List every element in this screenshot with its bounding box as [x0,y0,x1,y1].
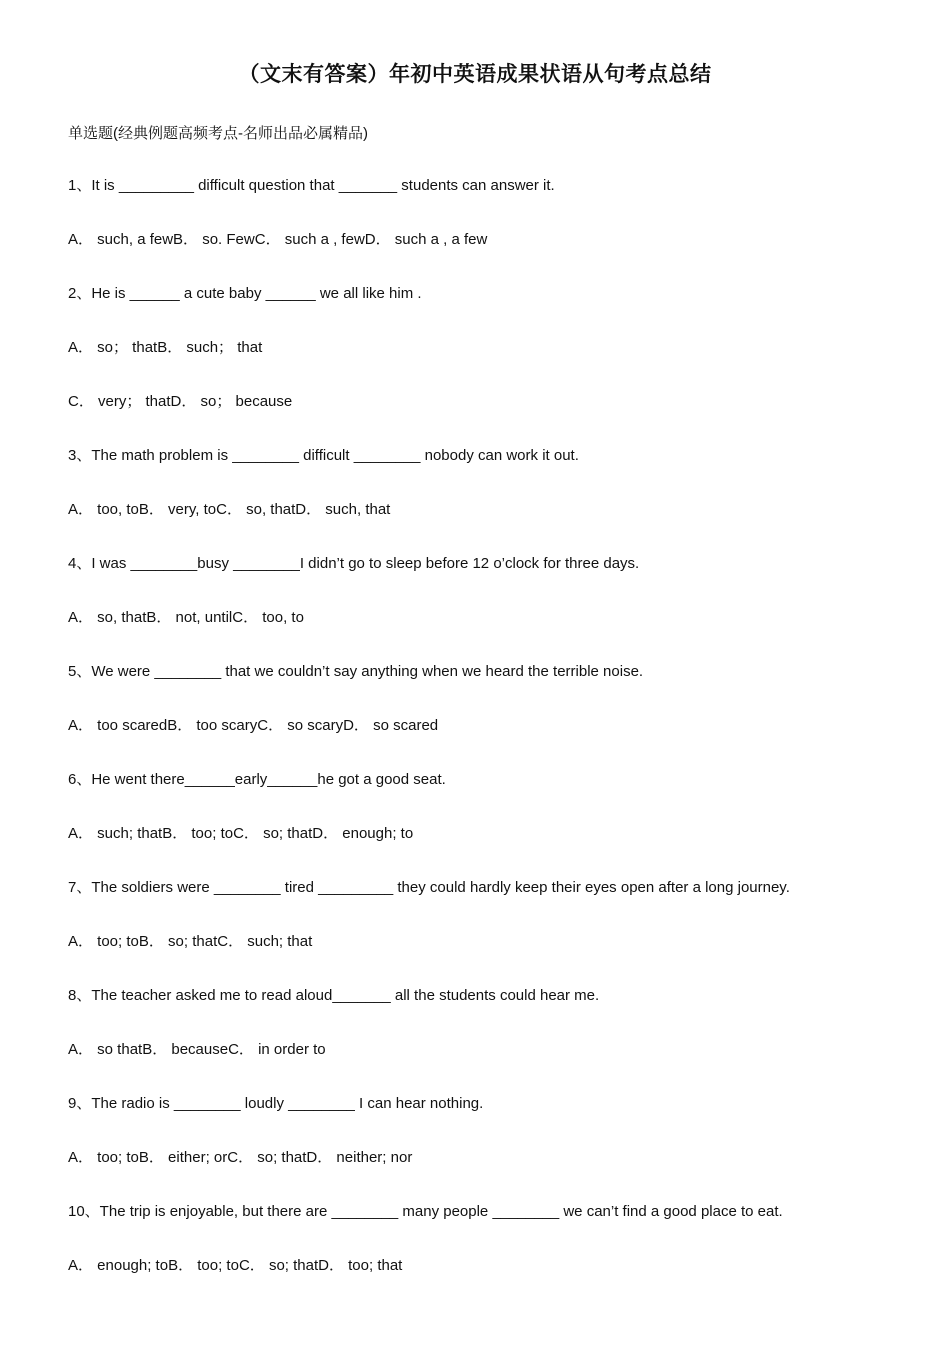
answer-options: A． such; thatB． too; toC． so; thatD． enough; to [68,825,414,842]
answer-options: A． enough; toB． too; toC． so; thatD． too; that [68,1257,403,1274]
question-text: 6、He went there______early______he got a good seat. [68,771,446,788]
question-text: 2、He is ______ a cute baby ______ we all like him . [68,285,422,302]
question-list [68,175,928,1309]
answer-options: A． so thatB． becauseC． in order to [68,1041,326,1058]
answer-options: A． too; toB． either; orC． so; thatD． neither; nor [68,1149,413,1166]
question-text: 5、We were ________ that we couldn’t say anything when we heard the terrible noise. [68,663,644,680]
answer-options: A． so； thatB． such； that [68,339,263,356]
question-text: 8、The teacher asked me to read aloud_______ all the students could hear me. [68,987,600,1004]
question-text: 7、The soldiers were ________ tired _________ they could hardly keep their eyes open after a long journey. [68,879,790,896]
answer-options: A． too, toB． very, toC． so, thatD． such, that [68,501,391,518]
question-text: 1、It is _________ difficult question that _______ students can answer it. [68,177,555,194]
answer-options: C． very； thatD． so； because [68,393,293,410]
answer-options: A． such, a fewB． so. FewC． such a , fewD． such a , a few [68,231,488,248]
question-text: 10、The trip is enjoyable, but there are ________ many people ________ we can’t find a good place to eat. [68,1203,783,1220]
answer-options: A． so, thatB． not, untilC． too, to [68,609,304,626]
section-heading: 单选题(经典例题高频考点-名师出品必属精品) [68,125,368,142]
answer-options: A． too scaredB． too scaryC． so scaryD． so scared [68,717,439,734]
question-text: 3、The math problem is ________ difficult ________ nobody can work it out. [68,447,579,464]
question-text: 9、The radio is ________ loudly ________ I can hear nothing. [68,1095,484,1112]
answer-options: A． too; toB． so; thatC． such; that [68,933,313,950]
question-text: 4、I was ________busy ________I didn’t go to sleep before 12 o’clock for three days. [68,555,640,572]
document-title: （文末有答案）年初中英语成果状语从句考点总结 [238,63,712,86]
